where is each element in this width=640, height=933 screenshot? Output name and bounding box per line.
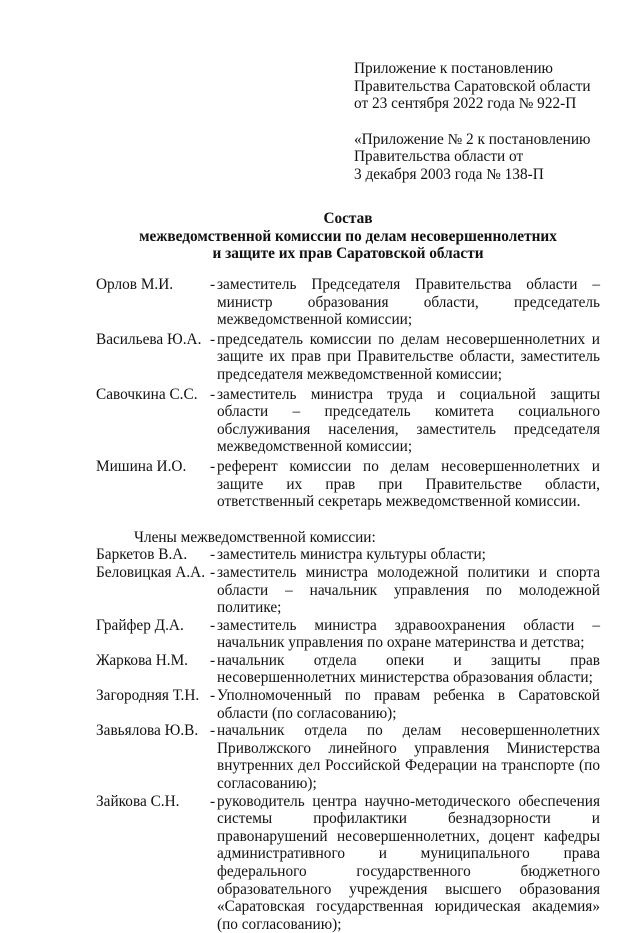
person-role: заместитель министра здравоохранения области – начальник управления по охране материнства и детства; — [217, 616, 600, 652]
leadership-entry — [96, 386, 600, 456]
person-role: заместитель министра молодежной политики и спорта области – начальник управления по молодежной политике; — [217, 563, 600, 617]
appendix-header — [354, 60, 624, 184]
person-role: председатель комиссии по делам несовершеннолетних и защите их прав при Правительстве области, заместитель председателя межведомственной комиссии; — [217, 330, 600, 383]
member-entry — [96, 687, 600, 722]
person-name: Мишина И.О. — [96, 457, 187, 475]
dash-separator: - — [210, 563, 216, 581]
person-role: начальник отдела опеки и защиты прав несовершеннолетних министерства образования области; — [217, 651, 600, 687]
leadership-entry — [96, 331, 600, 384]
member-entry — [96, 793, 600, 933]
dash-separator: - — [210, 616, 216, 634]
person-role: заместитель Председателя Правительства области – министр образования области, председатель межведомственной комиссии; — [217, 276, 600, 329]
member-entry — [96, 722, 600, 792]
appendix-line: Правительства области от — [354, 148, 524, 166]
person-name: Жаркова Н.М. — [96, 651, 188, 669]
person-role: Уполномоченный по правам ребенка в Саратовской области (по согласованию); — [217, 687, 600, 722]
dash-separator: - — [210, 792, 216, 810]
member-entry — [96, 564, 600, 617]
dash-separator: - — [210, 546, 216, 564]
appendix-line: 3 декабря 2003 года № 138-П — [354, 165, 544, 183]
person-role: начальник отдела по делам несовершеннолетних Приволжского линейного управления Министерства внутренних дел Российской Федерации на транспорте (по согласованию); — [217, 722, 600, 793]
leadership-entry — [96, 458, 600, 511]
person-role: заместитель министра культуры области; — [217, 546, 486, 564]
title-line: и защите их прав Саратовской области — [212, 245, 484, 263]
person-name: Грайфер Д.А. — [96, 616, 184, 634]
leadership-entry — [96, 276, 600, 329]
member-entry — [96, 617, 600, 652]
person-name: Баркетов В.А. — [96, 546, 188, 564]
dash-separator: - — [210, 722, 216, 740]
title-line: Состав — [323, 210, 373, 227]
person-name: Беловицкая А.А. — [96, 563, 206, 581]
appendix-line: Приложение к постановлению — [354, 60, 553, 77]
person-name: Орлов М.И. — [96, 276, 174, 293]
member-entry — [96, 652, 600, 687]
appendix-line: Правительства Саратовской области — [354, 77, 591, 95]
appendix-reference — [354, 60, 624, 113]
person-role: референт комиссии по делам несовершеннолетних и защите их прав при Правительстве области, ответственный секретарь межведомственной комиссии. — [217, 457, 600, 511]
members-heading: Члены межведомственной комиссии: — [134, 528, 376, 546]
title-line: межведомственной комиссии по делам несовершеннолетних — [139, 227, 557, 245]
dash-separator: - — [210, 457, 216, 475]
dash-separator: - — [210, 651, 216, 669]
dash-separator: - — [210, 385, 216, 403]
member-entry — [96, 546, 600, 564]
commission-list — [96, 276, 600, 933]
person-role: руководитель центра научно-методического обеспечения системы профилактики безнадзорности и правонарушений несовершеннолетних, доцент кафедры административного и муниципального права федерального государственного бюджетного образовательного учреждения высшего образования «Саратовская государственная юридическая академия» (по согласованию); — [217, 792, 600, 933]
dash-separator: - — [210, 687, 216, 705]
person-role: заместитель министра труда и социальной защиты области – председатель комитета социального обслуживания населения, заместитель председателя межведомственной комиссии; — [217, 385, 600, 456]
dash-separator: - — [210, 330, 216, 348]
person-name: Загородняя Т.Н. — [96, 687, 200, 705]
original-appendix-reference — [354, 131, 624, 184]
dash-separator: - — [210, 276, 216, 293]
person-name: Зайкова С.Н. — [96, 792, 180, 810]
appendix-line: от 23 сентября 2022 года № 922-П — [354, 95, 577, 113]
person-name: Савочкина С.С. — [96, 385, 198, 403]
document-title — [96, 210, 600, 263]
person-name: Завьялова Ю.В. — [96, 722, 199, 740]
person-name: Васильева Ю.А. — [96, 330, 202, 348]
appendix-line: «Приложение № 2 к постановлению — [354, 130, 591, 148]
